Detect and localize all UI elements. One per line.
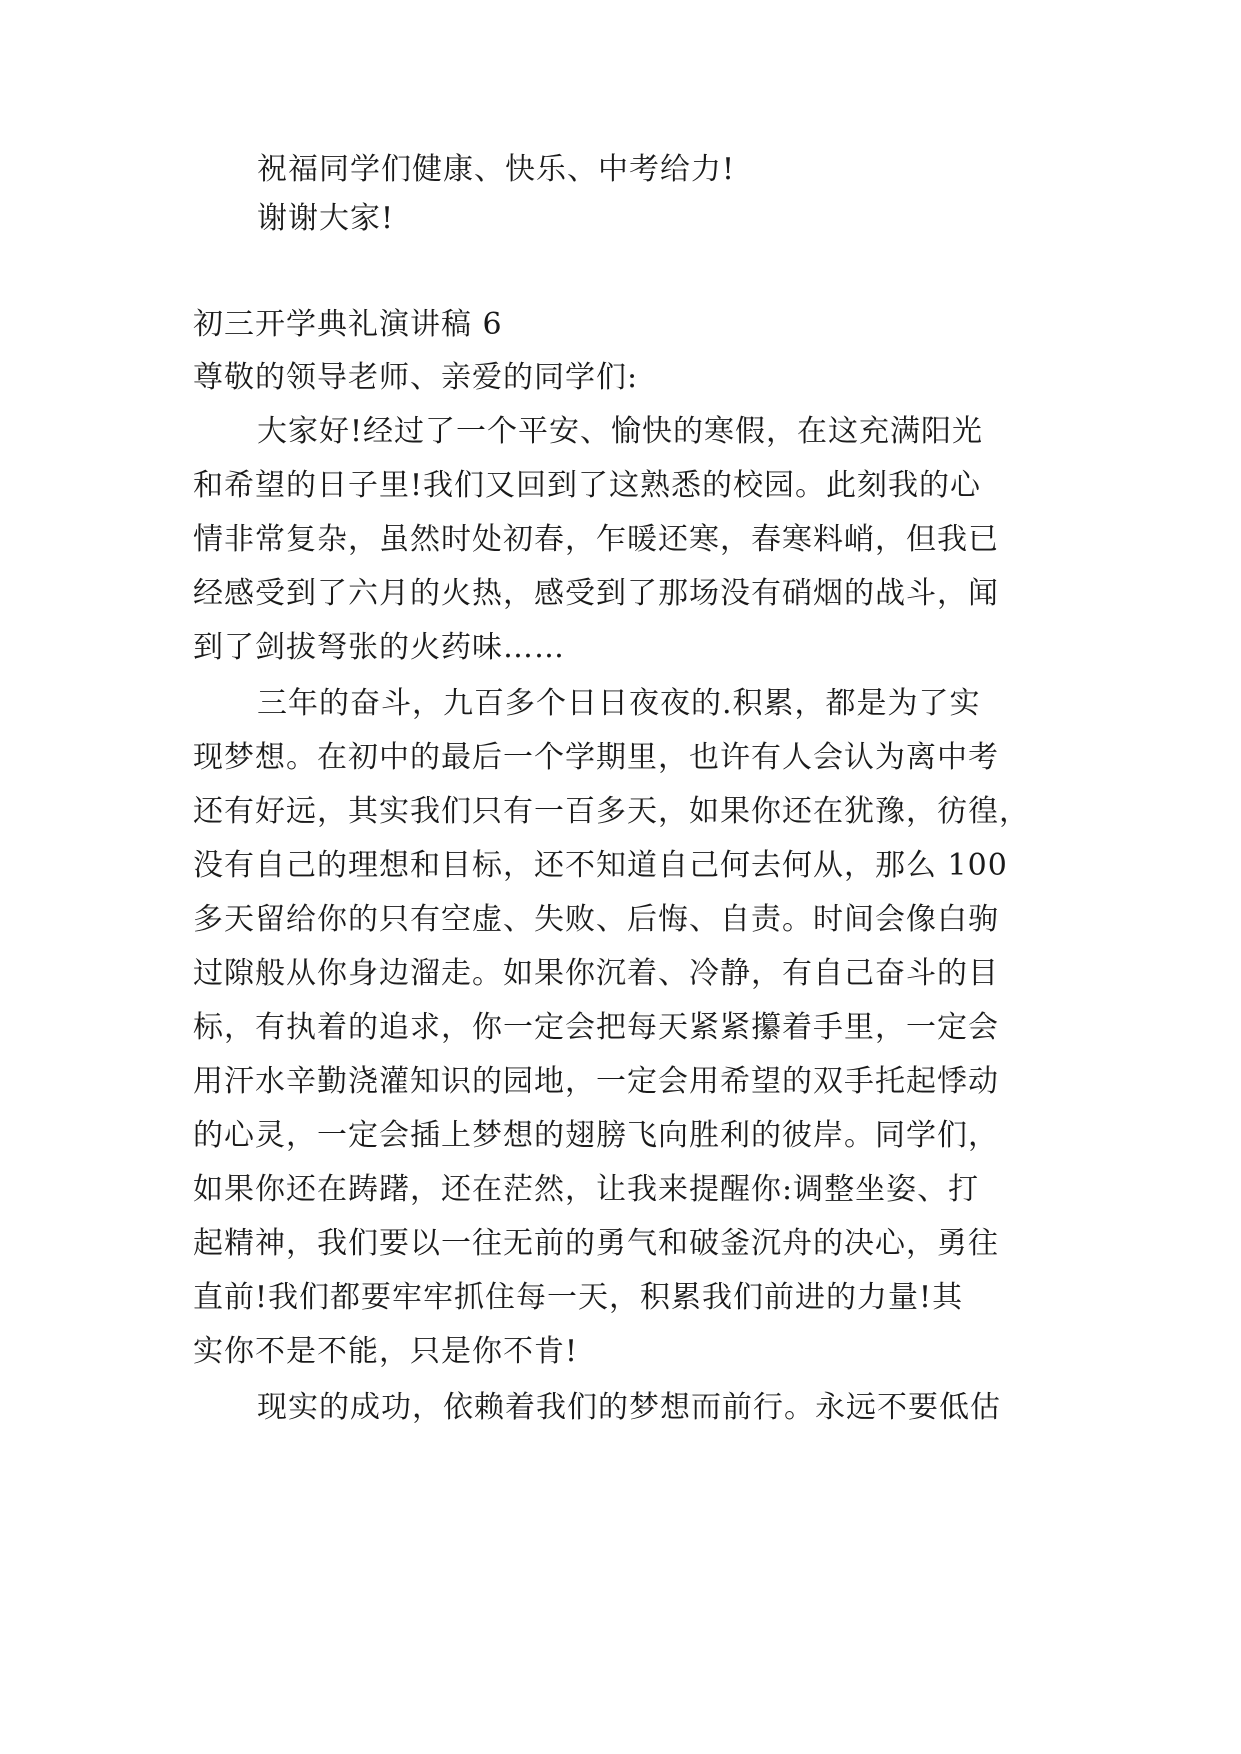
paragraph-line: 实你不是不能，只是你不肯! [193, 1334, 579, 1369]
blessing-line: 祝福同学们健康、快乐、中考给力! [257, 152, 736, 187]
paragraph-line: 如果你还在踌躇，还在茫然，让我来提醒你:调整坐姿、打 [193, 1172, 980, 1207]
speech-salutation: 尊敬的领导老师、亲爱的同学们: [193, 360, 639, 395]
paragraph-line: 到了剑拔弩张的火药味…… [193, 630, 565, 665]
paragraph-line: 多天留给你的只有空虚、失败、后悔、自责。时间会像白驹 [193, 902, 999, 937]
paragraph-line: 直前!我们都要牢牢抓住每一天，积累我们前进的力量!其 [193, 1280, 964, 1315]
paragraph-line: 起精神，我们要以一往无前的勇气和破釜沉舟的决心，勇往 [193, 1226, 999, 1261]
paragraph-line: 大家好!经过了一个平安、愉快的寒假，在这充满阳光 [257, 414, 984, 449]
thanks-line: 谢谢大家! [257, 201, 395, 236]
paragraph-line: 标，有执着的追求，你一定会把每天紧紧攥着手里，一定会 [193, 1010, 999, 1045]
paragraph-line: 没有自己的理想和目标，还不知道自己何去何从，那么 100 [193, 848, 1008, 883]
paragraph-line: 三年的奋斗，九百多个日日夜夜的.积累，都是为了实 [257, 686, 981, 721]
speech-title: 初三开学典礼演讲稿 6 [193, 307, 503, 342]
paragraph-line: 和希望的日子里!我们又回到了这熟悉的校园。此刻我的心 [193, 468, 982, 503]
paragraph-line: 过隙般从你身边溜走。如果你沉着、冷静，有自己奋斗的目 [193, 956, 999, 991]
paragraph-line: 的心灵，一定会插上梦想的翅膀飞向胜利的彼岸。同学们， [193, 1118, 999, 1153]
paragraph-line: 用汗水辛勤浇灌知识的园地，一定会用希望的双手托起悸动 [193, 1064, 999, 1099]
paragraph-line: 现梦想。在初中的最后一个学期里，也许有人会认为离中考 [193, 740, 999, 775]
paragraph-line: 还有好远，其实我们只有一百多天，如果你还在犹豫，彷徨， [193, 794, 1030, 829]
paragraph-line: 现实的成功，依赖着我们的梦想而前行。永远不要低估 [257, 1390, 1001, 1425]
paragraph-line: 情非常复杂，虽然时处初春，乍暖还寒，春寒料峭，但我已 [193, 522, 999, 557]
paragraph-line: 经感受到了六月的火热，感受到了那场没有硝烟的战斗，闻 [193, 576, 999, 611]
